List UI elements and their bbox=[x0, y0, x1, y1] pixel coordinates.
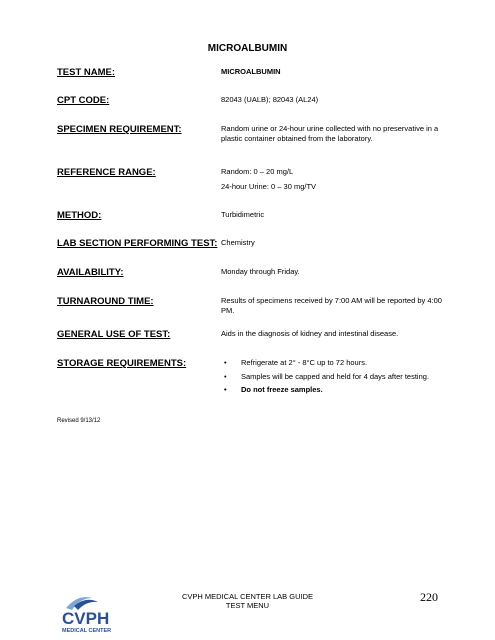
field-value: Chemistry bbox=[221, 238, 255, 247]
list-item: • Refrigerate at 2° - 8°C up to 72 hours. bbox=[224, 358, 368, 367]
list-item: • Do not freeze samples. bbox=[224, 385, 323, 394]
footer-line-2: TEST MENU bbox=[225, 601, 270, 610]
list-item: • Samples will be capped and held for 4 days after testing. bbox=[224, 371, 430, 381]
cvph-logo bbox=[58, 592, 118, 634]
field-value: 82043 (UALB); 82043 (AL24) bbox=[221, 95, 319, 104]
revised-date: Revised 9/13/12 bbox=[57, 418, 101, 424]
field-label: STORAGE REQUIREMENTS: bbox=[57, 358, 187, 369]
field-label: TURNAROUND TIME: bbox=[57, 296, 154, 307]
field-value: MICROALBUMIN bbox=[221, 67, 281, 76]
field-label: CPT CODE: bbox=[57, 95, 110, 106]
bullet-icon: • bbox=[224, 371, 227, 381]
storage-bullet-list bbox=[221, 358, 447, 395]
reference-range-24hr: 24-hour Urine: 0 – 30 mg/TV bbox=[221, 182, 317, 191]
field-value bbox=[221, 167, 447, 197]
field-value: Results of specimens received by 7:00 AM will be reported by 4:00 PM. bbox=[221, 296, 442, 315]
field-value: Monday through Friday. bbox=[221, 267, 300, 276]
page-number: 220 bbox=[420, 590, 438, 604]
field-label: TEST NAME: bbox=[57, 67, 116, 78]
field-value: Aids in the diagnosis of kidney and intestinal disease. bbox=[221, 329, 399, 338]
page-footer bbox=[150, 592, 345, 610]
field-label: METHOD: bbox=[57, 210, 102, 221]
field-label: AVAILABILITY: bbox=[57, 267, 124, 278]
field-value bbox=[221, 358, 447, 399]
field-value: Turbidimetric bbox=[221, 210, 265, 219]
field-label: REFERENCE RANGE: bbox=[57, 167, 156, 178]
logo-subtext: MEDICAL CENTER bbox=[62, 628, 112, 634]
bullet-icon: • bbox=[224, 385, 227, 394]
field-label: SPECIMEN REQUIREMENT: bbox=[57, 124, 182, 135]
field-label: LAB SECTION PERFORMING TEST: bbox=[57, 238, 218, 249]
field-value: Random urine or 24-hour urine collected with no preservative in a plastic container obtained from the laboratory. bbox=[221, 124, 439, 143]
footer-line-1: CVPH MEDICAL CENTER LAB GUIDE bbox=[182, 592, 313, 601]
bullet-icon: • bbox=[224, 358, 227, 367]
reference-range-random: Random: 0 – 20 mg/L bbox=[221, 167, 294, 176]
field-label: GENERAL USE OF TEST: bbox=[57, 329, 171, 340]
logo-text: CVPH bbox=[62, 609, 110, 628]
page-title: MICROALBUMIN bbox=[207, 43, 288, 54]
